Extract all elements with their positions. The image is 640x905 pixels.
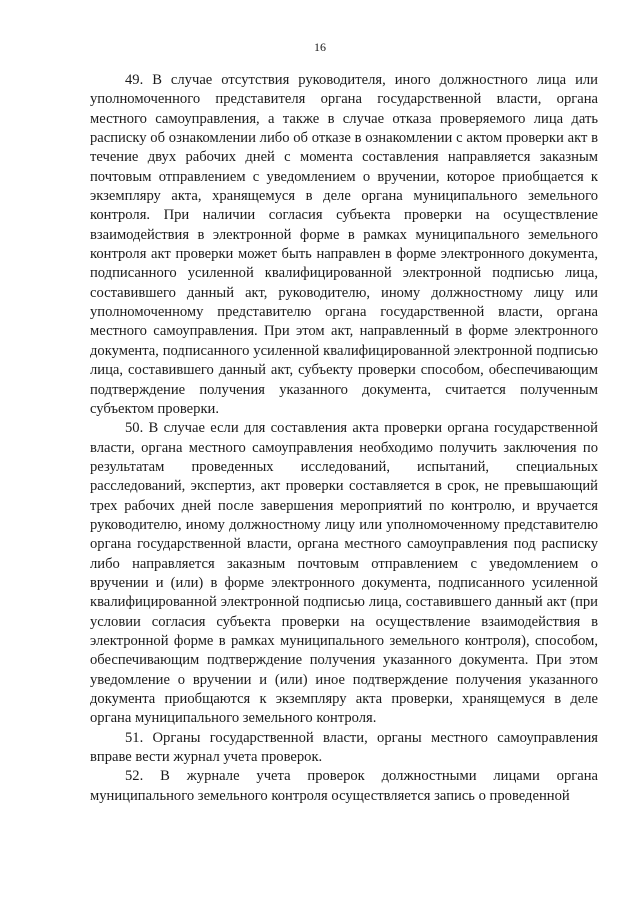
paragraph-50: 50. В случае если для составления акта проверки органа государственной власти, органа местного самоуправления необходимо получить заключения по результатам проведенных исследований, испытаний, специальных расследований, экспертиз, акт проверки составляется в срок, не превышающий трех рабочих дней после завершения мероприятий по контролю, и вручается руководителю, иному должностному лицу или уполномоченному представителю органа государственной власти, органа местного самоуправления под расписку либо направляется заказным почтовым отправлением с уведомлением о вручении и (или) в форме электронного документа, подписанного усиленной квалифицированной электронной подписью лица, составившего данный акт (при условии согласия субъекта проверки на осуществление взаимодействия в электронной форме в рамках муниципального земельного контроля), способом, обеспечивающим подтверждение получения указанного документа. При этом уведомление о вручении и (или) иное подтверждение получения указанного документа приобщаются к экземпляру акта проверки, хранящемуся в деле органа муниципального земельного контроля. [90,420,598,727]
paragraph-49: 49. В случае отсутствия руководителя, иного должностного лица или уполномоченного представителя органа государственной власти, органа местного самоуправления, а также в случае отказа проверяемого лица дать расписку об ознакомлении либо об отказе в ознакомлении с актом проверки акт в течение двух рабочих дней с момента составления направляется заказным почтовым отправлением с уведомлением о вручении, которое приобщается к экземпляру акта, хранящемуся в деле органа муниципального земельного контроля. При наличии согласия субъекта проверки на осуществление взаимодействия в электронной форме в рамках муниципального земельного контроля акт проверки может быть направлен в форме электронного документа, подписанного усиленной квалифицированной электронной подписью лица, составившего данный акт, руководителю, иному должностному лицу или уполномоченному представителю органа государственной власти, органа местного самоуправления. При этом акт, направленный в форме электронного документа, подписанного усиленной квалифицированной электронной подписью лица, составившего данный акт, субъекту проверки способом, обеспечивающим подтверждение получения указанного документа, считается полученным субъектом проверки. [90,72,598,417]
paragraph-51: 51. Органы государственной власти, органы местного самоуправления вправе вести журнал учета проверок. [90,729,598,766]
document-body [90,71,598,806]
paragraph-52: 52. В журнале учета проверок должностными лицами органа муниципального земельного контроля осуществляется запись о проведенной [90,768,598,804]
page-number: 16 [314,40,326,54]
